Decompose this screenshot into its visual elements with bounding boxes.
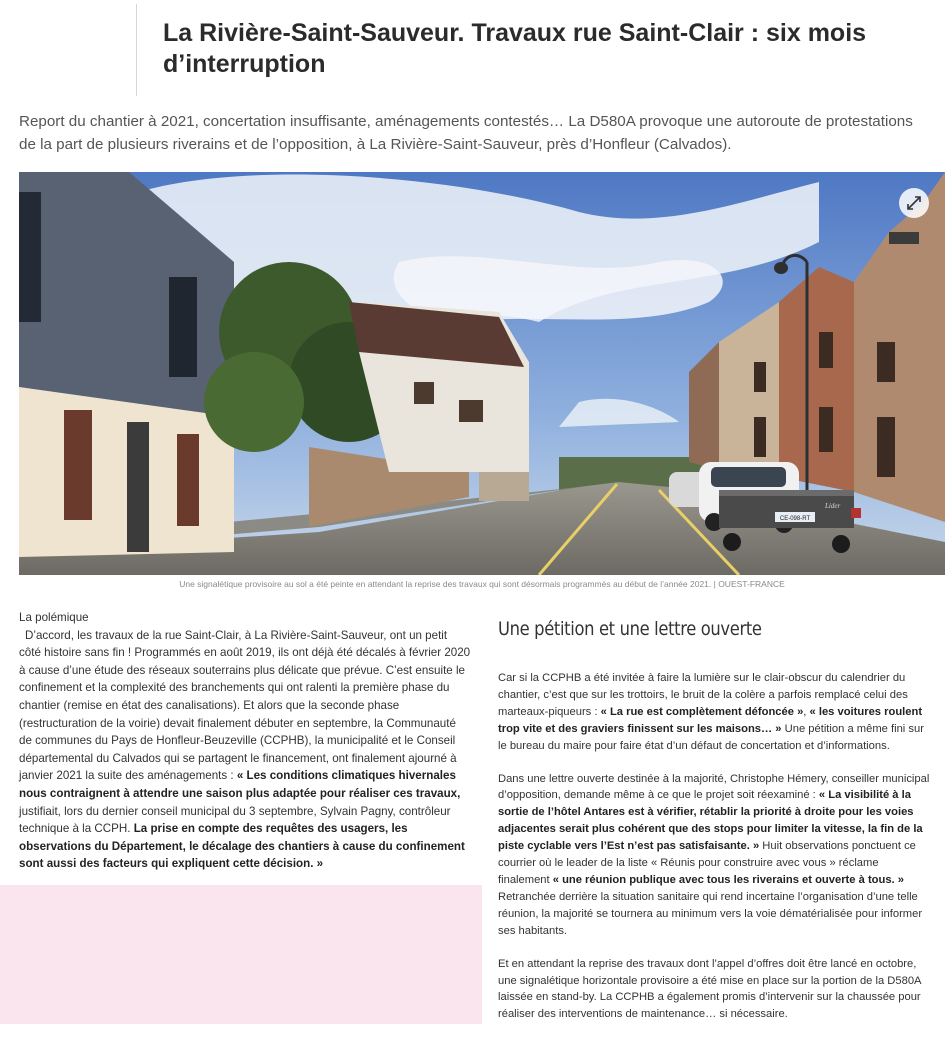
right-text-2c: Retranchée derrière la situation sanitaire qui rend incertaine l’organisation d’une telle réunion, la majorité se tournera au minimum vers la voie dématérialisée pour informer ses habitants. <box>498 890 923 937</box>
left-text-2: justifiait, lors du dernier conseil municipal du 3 septembre, Sylvain Pagny, contrôleur technique à la CCPH. <box>19 804 451 836</box>
right-quote-1: « La rue est complètement défoncée » <box>600 705 804 718</box>
left-quote-1: « Les conditions climatiques hivernales nous contraignent à attendre une saison plus adaptée pour réaliser ces travaux, <box>19 769 461 800</box>
right-quote-3: « La visibilité à la sortie de l’hôtel Antares est à vérifier, rétablir la priorité à droite pour les voies adjacentes serait plus cohérent que des stops pour limiter la vitesse, la fin de la piste cyclable vers l’Est n’est pas satisfaisante. » <box>498 789 923 853</box>
expand-photo-button[interactable] <box>899 188 929 218</box>
title-block <box>136 4 937 96</box>
section-kicker: La polémique <box>19 611 89 624</box>
article-title: La Rivière-Saint-Sauveur. Travaux rue Saint-Clair : six mois d’interruption <box>163 19 867 78</box>
right-text-1b: , <box>803 705 810 718</box>
right-quote-2: « les voitures roulent trop vite et des graviers finissent sur les maisons… » <box>498 705 923 735</box>
article-photo[interactable] <box>19 172 945 575</box>
right-paragraph-1 <box>498 670 930 755</box>
left-paragraph <box>19 627 471 873</box>
right-quote-4: « une réunion publique avec tous les riverains et ouverte à tous. » <box>552 873 904 886</box>
right-text-2a: Dans une lettre ouverte destinée à la majorité, Christophe Hémery, conseiller municipal d’opposition, demande même à ce que le projet soit réexaminé : <box>498 772 930 802</box>
right-paragraph-2 <box>498 771 930 940</box>
left-column <box>19 609 471 873</box>
right-paragraph-3: Et en attendant la reprise des travaux dont l’appel d’offres doit être lancé en octobre, une signalétique horizontale provisoire a été mise en place sur la portion de la D580A laissée en stand-by. La CCPHB a également promis d’intervenir sur la chaussée pour réaliser des interventions de maintenance… si nécessaire. <box>498 957 921 1021</box>
right-text-2b: Huit observations ponctuent ce courrier où le leader de la liste « Réunis pour construire avec vous » réclame finalement <box>498 840 916 886</box>
section-heading: Une pétition et une lettre ouverte <box>498 618 762 640</box>
expand-arrows-icon <box>906 195 922 211</box>
street-scene-illustration <box>19 172 945 575</box>
pink-background-block <box>0 885 482 1024</box>
left-text-1: D’accord, les travaux de la rue Saint-Clair, à La Rivière-Saint-Sauveur, ont un petit côté histoire sans fin ! Programmés en août 2019, ils ont déjà été décalés à février 2020 à cause d’une étude des réseaux souterrains plus délicate que prévue. C’est ensuite le confinement et la complexité des branchements qui ont ralenti la première phase du chantier (remise en état des canalisations). Et alors que la seconde phase (restructuration de la voirie) devait finalement débuter en septembre, la Communauté de communes du Pays de Honfleur-Beuzeville (CCPHB), la municipalité et le Conseil départemental du Calvados qui se partagent le financement, ont finalement ajourné à janvier 2021 la suite des aménagements : <box>19 628 471 783</box>
photo-caption: Une signalétique provisoire au sol a été peinte en attendant la reprise des travaux qui sont désormais programmés au début de l’année 2021. | OUEST-FRANCE <box>179 579 785 589</box>
trailer-plate-text: CE-098-RT <box>779 516 811 522</box>
left-quote-2: La prise en compte des requêtes des usagers, les observations du Département, le décalage des chantiers à cause du confinement sont aussi des facteurs qui expliquent cette décision. » <box>19 822 465 871</box>
trailer-brand-text: Lider <box>825 502 841 510</box>
right-text-1a: Car si la CCPHB a été invitée à faire la lumière sur le clair-obscur du calendrier du chantier, c’est que sur les trottoirs, le bruit de la colère a parfois remplacé celui des marteaux-piqueurs : <box>498 672 908 718</box>
article-lead: Report du chantier à 2021, concertation insuffisante, aménagements contestés… La D580A provoque une autoroute de protestations de la part de plusieurs riverains et de l’opposition, à La Rivière-Saint-Sauveur, près d’Honfleur (Calvados). <box>19 113 913 153</box>
right-column <box>498 616 930 1039</box>
right-text-1c: Une pétition a même fini sur le bureau du maire pour faire état d’un défaut de concertation et d’informations. <box>498 722 924 752</box>
